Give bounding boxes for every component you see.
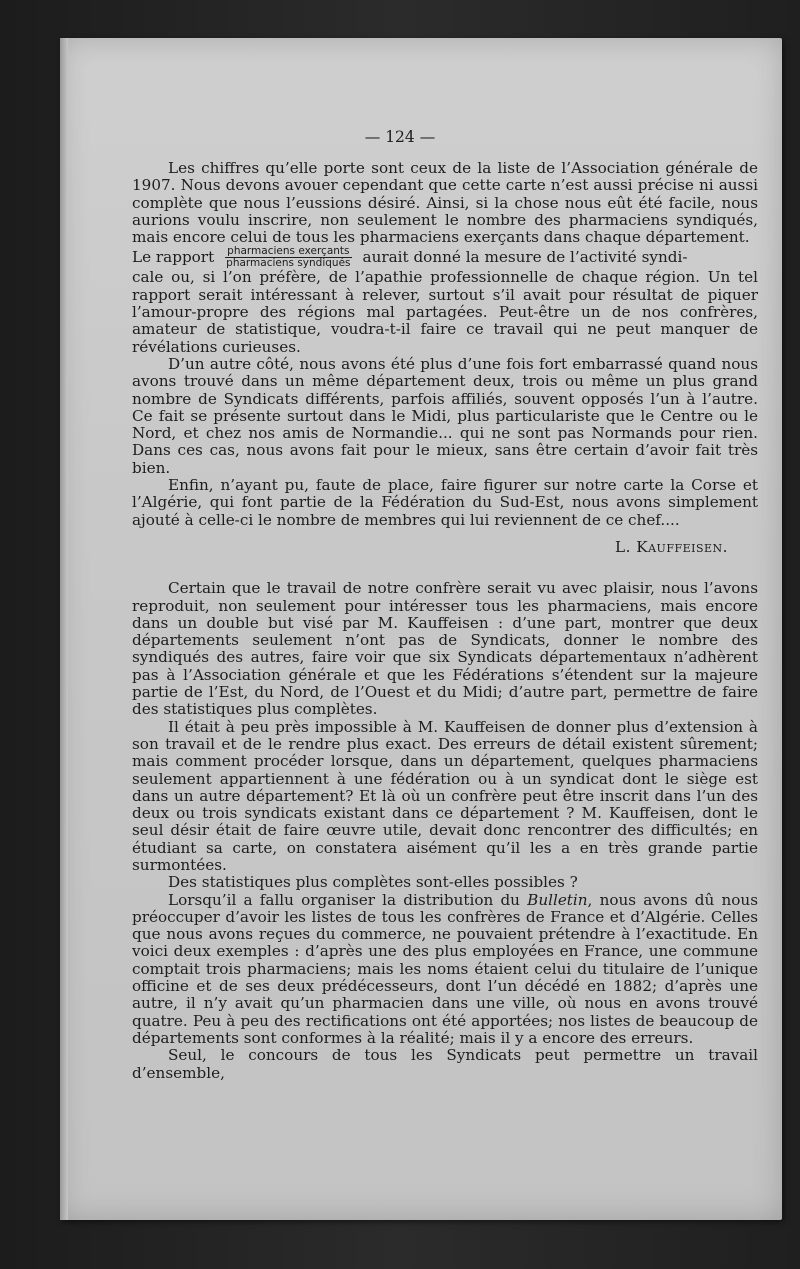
paragraph: Seul, le concours de tous les Syndicats peut permettre un travail d’ensemble,: [132, 1046, 758, 1082]
page-number: — 124 —: [364, 128, 436, 146]
bulletin-before: Lorsqu’il a fallu organiser la distribution du: [168, 890, 528, 909]
fraction-line: [132, 246, 758, 269]
fraction-after: aurait donné la mesure de l’activité syndi-: [362, 248, 688, 267]
paragraph: Enfin, n’ayant pu, faute de place, faire figurer sur notre carte la Corse et l’Algérie, qui font partie de la Fédération du Sud-Est, nous avons simplement ajouté à celle-ci le nombre de membres qui lui reviennent de ce chef....: [132, 476, 758, 529]
fraction-denominator: pharmaciens syndiqués: [226, 257, 351, 270]
fraction-numerator: pharmaciens exerçants: [227, 245, 350, 258]
paragraph: cale ou, si l’on préfère, de l’apathie professionnelle de chaque région. Un tel rapport serait intéressant à relever, surtout s’il avait pour résultat de piquer l’amour-propre des régions mal partagées. Peut-être un de nos confrères, amateur de statistique, voudra-t-il faire ce travail qui ne peut manquer de révélations curieuses.: [132, 268, 758, 356]
author-signature: L. Kauffeisen.: [615, 537, 728, 556]
paragraph: [132, 892, 758, 1048]
bulletin-after: , nous avons dû nous préoccuper d’avoir les listes de tous les confrères de France et d’Algérie. Celles que nous avons reçues du commerce, ne pouvaient prétendre à l’exactitude. En voici deux exemples : d’après une des plus employées en France, une commune comptait trois pharmaciens; mais les noms étaient celui du titulaire de l’unique officine et de ses deux prédécesseurs, dont l’un décédé en 1882; d’après une autre, il n’y avait qu’un pharmacien dans une ville, où nous en avons trouvé quatre. Peu à peu des rectifications ont été apportées; nos listes de beaucoup de départements sont conformes à la réalité; mais il y a encore des erreurs.: [132, 890, 758, 1047]
bulletin-title: Bulletin: [527, 890, 588, 909]
paragraph: Les chiffres qu’elle porte sont ceux de la liste de l’Association générale de 1907. Nous devons avouer cependant que cette carte n’est aussi précise ni aussi complète que nous l’eussions désiré. Ainsi, si la chose nous eût été facile, nous aurions voulu inscrire, non seulement le nombre des pharmaciens syndiqués, mais encore celui de tous les pharmaciens exerçants dans chaque département.: [132, 159, 758, 247]
paragraph: Il était à peu près impossible à M. Kauffeisen de donner plus d’extension à son travail et de le rendre plus exact. Des erreurs de détail existent sûrement; mais comment procéder lorsque, dans un département, quelques pharmaciens seulement appartiennent à une fédération ou à un syndicat dont le siège est dans un autre département? Et là où un confrère peut être inscrit dans l’un des deux ou trois syndicats existant dans ce département ? M. Kauffeisen, dont le seul désir était de faire œuvre utile, devait donc rencontrer des difficultés; en étudiant sa carte, on constatera aisément qu’il les a en très grande partie surmontées.: [132, 717, 758, 874]
paragraph: D’un autre côté, nous avons été plus d’une fois fort embarrassé quand nous avons trouvé dans un même département deux, trois ou même un plus grand nombre de Syndicats différents, parfois affiliés, souvent opposés l’un à l’autre. Ce fait se présente surtout dans le Midi, plus particulariste que le Centre ou le Nord, et chez nos amis de Normandie... qui ne sont pas Normands pour rien. Dans ces cas, nous avons fait pour le mieux, sans être certain d’avoir fait très bien.: [132, 354, 758, 477]
paragraph: Certain que le travail de notre confrère serait vu avec plaisir, nous l’avons reproduit, non seulement pour intéresser tous les pharmaciens, mais encore dans un double but visé par M. Kauffeisen : d’une part, montrer que deux départements seulement n’ont pas de Syndicats, donner le nombre des syndiqués des autres, faire voir que six Syndicats départementaux n’adhèrent pas à l’Association générale et que les Fédérations s’étendent sur la majeure partie de l’Est, du Nord, de l’Ouest et du Midi; d’autre part, permettre de faire des statistiques plus complètes.: [132, 579, 758, 719]
paragraph: Des statistiques plus complètes sont-elles possibles ?: [168, 873, 578, 892]
body-text: [132, 160, 758, 1082]
fraction-before: Le rapport: [132, 248, 215, 267]
fraction: [224, 246, 352, 269]
